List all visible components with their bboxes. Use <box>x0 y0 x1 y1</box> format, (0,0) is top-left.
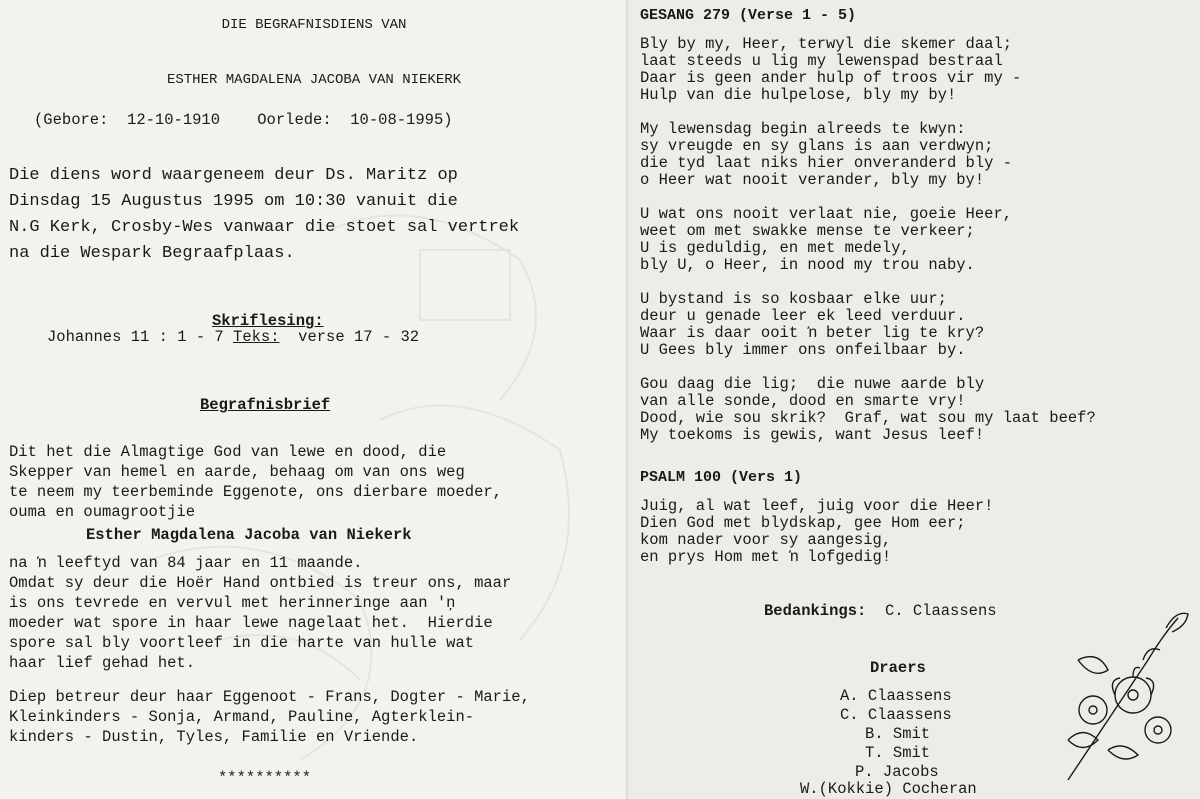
reading-prefix: Johannes 11 : 1 - 7 <box>47 328 234 346</box>
service-line: Die diens word waargeneem deur Ds. Maritz op <box>9 166 458 185</box>
verse-line: U is geduldig, en met medely, <box>640 239 910 257</box>
hymn-verse-3 <box>640 206 1012 274</box>
letter-heading: Begrafnisbrief <box>200 396 331 414</box>
deceased-name-caps: ESTHER MAGDALENA JACOBA VAN NIEKERK <box>166 72 462 88</box>
bearer-item: A. Claassens <box>840 687 952 705</box>
letter-line: Skepper van hemel en aarde, behaag om van ons weg <box>9 463 465 481</box>
service-line: na die Wespark Begraafplaas. <box>9 244 295 263</box>
verse-line: U bystand is so kosbaar elke uur; <box>640 290 947 308</box>
family-line: Diep betreur deur haar Eggenoot - Frans, Dogter - Marie, <box>9 688 530 706</box>
age-line: Omdat sy deur die Hoër Hand ontbied is treur ons, maar <box>9 574 512 592</box>
bearer-item: P. Jacobs <box>855 763 939 781</box>
birth-death-dates: (Gebore: 12-10-1910 Oorlede: 10-08-1995) <box>34 111 453 129</box>
letter-line: Dit het die Almagtige God van lewe en dood, die <box>9 443 447 461</box>
hymn-verse-4 <box>640 291 984 359</box>
service-details <box>9 163 519 267</box>
age-line: na ŉ leeftyd van 84 jaar en 11 maande. <box>9 554 363 572</box>
hymn-verse-1 <box>640 36 1021 104</box>
thanks-line <box>764 601 997 621</box>
service-line: N.G Kerk, Crosby-Wes vanwaar die stoet sal vertrek <box>9 218 520 237</box>
verse-line: weet om met swakke mense te verkeer; <box>640 222 975 240</box>
verse-line: My toekoms is gewis, want Jesus leef! <box>640 426 985 444</box>
letter-intro <box>9 442 502 522</box>
bearer-item: C. Claassens <box>840 706 952 724</box>
verse-line: Bly by my, Heer, terwyl die skemer daal; <box>640 35 1013 53</box>
psalm-line: Juig, al wat leef, juig voor die Heer! <box>640 497 994 515</box>
flower-drawing-icon <box>1048 600 1198 790</box>
psalm-line: en prys Hom met ŉ lofgedig! <box>640 548 892 566</box>
reading-line <box>47 327 419 347</box>
hymn-verse-2 <box>640 121 1012 189</box>
age-line: is ons tevrede en vervul met herinneringe aan 'ņ <box>9 594 456 612</box>
service-line: Dinsdag 15 Augustus 1995 om 10:30 vanuit die <box>9 192 458 211</box>
age-line: moeder wat spore in haar lewe nagelaat het. Hierdie <box>9 614 493 632</box>
hymn-verse-5 <box>640 376 1096 444</box>
verse-line: Waar is daar ooit ŉ beter lig te kry? <box>640 324 985 342</box>
age-line: spore sal bly voortleef in die harte van hulle wat <box>9 634 475 652</box>
teks-label: Teks: <box>233 328 280 346</box>
verse-line: U Gees bly immer ons onfeilbaar by. <box>640 341 966 359</box>
right-page <box>628 0 1200 799</box>
verse-line: U wat ons nooit verlaat nie, goeie Heer, <box>640 205 1013 223</box>
verse-line: bly U, o Heer, in nood my trou naby. <box>640 256 975 274</box>
verse-line: o Heer wat nooit verander, bly my by! <box>640 171 985 189</box>
service-header: DIE BEGRAFNISDIENS VAN <box>221 17 407 33</box>
verse-line: deur u genade leer ek leed verduur. <box>640 307 966 325</box>
verse-line: Dood, wie sou skrik? Graf, wat sou my laat beef? <box>640 409 1096 427</box>
family-line: kinders - Dustin, Tyles, Familie en Vriende. <box>9 728 419 746</box>
verse-line: Gou daag die lig; die nuwe aarde bly <box>640 375 985 393</box>
family-line: Kleinkinders - Sonja, Armand, Pauline, Agterklein- <box>9 708 475 726</box>
verse-line: van alle sonde, dood en smarte vry! <box>640 392 966 410</box>
hymn-title: GESANG 279 (Verse 1 - 5) <box>640 7 857 24</box>
verse-line: Hulp van die hulpelose, bly my by! <box>640 86 957 104</box>
thanks-label: Bedankings: <box>764 602 867 620</box>
bearers-title: Draers <box>870 659 926 677</box>
letter-line: te neem my teerbeminde Eggenote, ons dierbare moeder, <box>9 483 502 501</box>
psalm-title: PSALM 100 (Vers 1) <box>640 469 803 486</box>
verse-line: laat steeds u lig my lewenspad bestraal <box>640 52 1003 70</box>
verse-line: die tyd laat niks hier onveranderd bly - <box>640 154 1013 172</box>
age-line: haar lief gehad het. <box>9 654 196 672</box>
bearer-item: B. Smit <box>865 725 931 743</box>
deceased-name-bold: Esther Magdalena Jacoba van Niekerk <box>86 526 412 544</box>
bearer-item: W.(Kokkie) Cocheran <box>800 780 977 798</box>
reading-suffix: verse 17 - 32 <box>279 328 420 346</box>
age-paragraph <box>9 553 511 673</box>
psalm-line: kom nader voor sy aangesig, <box>640 531 892 549</box>
bearer-item: T. Smit <box>865 744 931 762</box>
thanks-name: C. Claassens <box>884 602 997 620</box>
verse-line: My lewensdag begin alreeds te kwyn: <box>640 120 966 138</box>
psalm-verse <box>640 498 993 566</box>
verse-line: sy vreugde en sy glans is aan verdwyn; <box>640 137 994 155</box>
family-paragraph <box>9 687 530 747</box>
psalm-line: Dien God met blydskap, gee Hom eer; <box>640 514 966 532</box>
reading-heading: Skriflesing: <box>212 312 324 330</box>
letter-line: ouma en oumagrootjie <box>9 503 196 521</box>
stars-divider: ********** <box>218 769 312 787</box>
verse-line: Daar is geen ander hulp of troos vir my - <box>640 69 1022 87</box>
